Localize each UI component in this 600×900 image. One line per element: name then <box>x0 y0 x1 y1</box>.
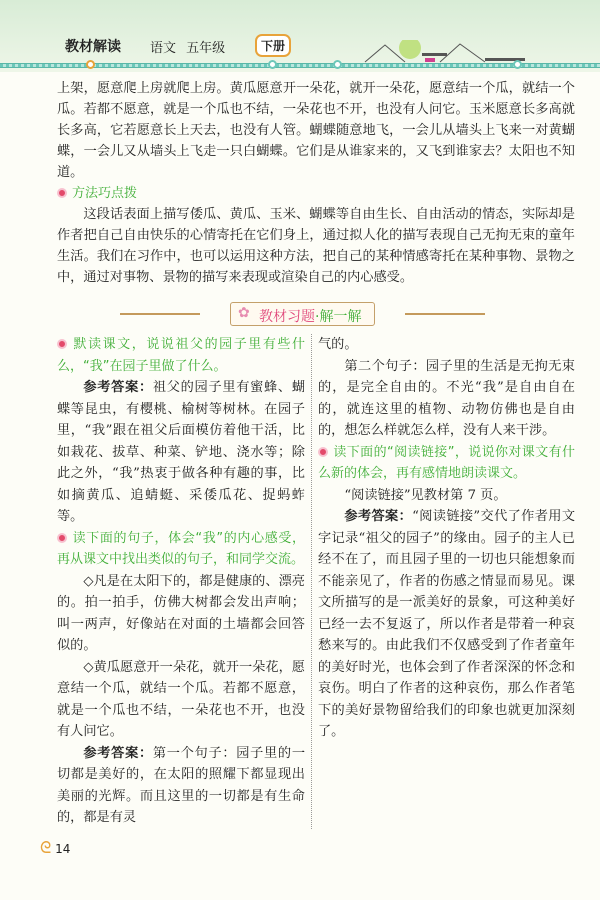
sentence-2: ◇黄瓜愿意开一朵花，就开一朵花，愿意结一个瓜，就结一个瓜。若都不愿意，就是一个瓜也不结，一朵花也不开，也没有人问它。 <box>57 659 305 739</box>
header-dot <box>268 60 277 69</box>
flower-bullet-icon <box>57 533 67 543</box>
banner-sep: · <box>315 309 320 325</box>
header-dot <box>513 60 522 69</box>
answer-label: 参考答案： <box>344 509 413 524</box>
header-dot <box>333 60 342 69</box>
method-text: 这段话表面上描写倭瓜、黄瓜、玉米、蝴蝶等自由生长、自由活动的情态，实际却是作者把自己自由快乐的心情寄托在它们身上，通过拟人化的描写表现自己无拘无束的童年生活。我们在习作中，也可以运用这种方法，把自己的某种情感寄托在某种事物、景物之中，通过对事物、景物的描写来表现或渲染自己的内心感受。 <box>57 207 575 285</box>
banner-part2: 解一解 <box>319 309 362 325</box>
banner-line <box>405 313 485 315</box>
answer-label: 参考答案： <box>83 380 153 395</box>
question-2 <box>57 528 305 571</box>
answer-1-text: 祖父的园子里有蜜蜂、蝴蝶等昆虫，有樱桃、榆树等树林。在园子里，“我”跟在祖父后面模仿着他干活，比如栽花、拔草、种菜、铲地、浇水等；除此之外，“我”热衷于做各种有趣的事，比如摘黄瓜、追蜻蜓、采倭瓜花、捉蚂蚱等。 <box>57 380 306 524</box>
page-number <box>40 838 70 858</box>
answer-2-second: 第二个句子：园子里的生活是无拘无束的，是完全自由的。不光“我”是自由自在的，就连这里的植物、动物仿佛也是自由的，想怎么样就怎么样，没有人来干涉。 <box>318 358 575 438</box>
flower-bullet-icon <box>57 188 67 198</box>
answer-label: 参考答案： <box>83 745 153 761</box>
volume-badge: 下册 <box>255 34 291 57</box>
answer-columns <box>57 334 575 829</box>
banner-line <box>120 313 200 315</box>
flower-bullet-icon <box>57 339 67 349</box>
subject-grade: 语文 五年级 <box>150 41 226 56</box>
column-divider <box>311 334 312 829</box>
right-column <box>318 334 575 743</box>
answer-2 <box>57 743 305 829</box>
section-banner <box>120 302 480 326</box>
method-title: 方法巧点拨 <box>72 186 138 201</box>
banner-part1: 教材习题 <box>259 309 315 325</box>
passage-text: 上架，愿意爬上房就爬上房。黄瓜愿意开一朵花，就开一朵花，愿意结一个瓜，就结一个瓜。若都不愿意，就是一个瓜也不结，一朵花也不开，也没有人问它。玉米愿意长多高就长多高，它若愿意长上天去，也没有人管。蝴蝶随意地飞，一会儿从墙头上飞来一对黄蝴蝶，一会儿又从墙头上飞走一只白蝴蝶。它们是从谁家来的，又飞到谁家去？太阳也不知道。 <box>57 81 575 180</box>
question-3-text: 读下面的“阅读链接”，说说你对课文有什么新的体会，再有感情地朗读课文。 <box>318 444 575 481</box>
page-header <box>0 0 600 72</box>
reading-link-ref: “阅读链接”见教材第 7 页。 <box>344 487 507 503</box>
header-dot <box>86 60 95 69</box>
question-1-text: 默读课文，说说祖父的园子里有些什么，“我”在园子里做了什么。 <box>57 337 305 374</box>
house-illustration-icon <box>360 40 530 64</box>
method-heading <box>57 183 575 204</box>
left-column <box>57 334 305 829</box>
section-title: 教材解读 <box>65 39 121 55</box>
page-number-text: 14 <box>55 842 71 856</box>
flower-bullet-icon <box>318 447 328 457</box>
answer-3 <box>318 506 575 743</box>
question-2-text: 读下面的句子，体会“我”的内心感受，再从课文中找出类似的句子，和同学交流。 <box>57 530 305 567</box>
sentence-1: ◇凡是在太阳下的，都是健康的、漂亮的。拍一拍手，仿佛大树都会发出声响；叫一两声，好像站在对面的土墙都会回答似的。 <box>57 573 305 653</box>
question-1 <box>57 334 305 377</box>
swirl-ornament-icon: ᘓ <box>40 838 52 857</box>
answer-1 <box>57 377 305 528</box>
banner-box <box>230 302 375 326</box>
flower-icon: ✿ <box>238 305 250 321</box>
answer-2-continued: 气的。 <box>318 337 358 352</box>
page-content <box>0 72 600 829</box>
answer-3-text: “阅读链接”交代了作者用文字记录“祖父的园子”的缘由。园子的主人已经不在了，而且园子里的一切也只能想象而不能亲见了，作者的伤感之情显而易见。课文所描写的是一派美好的景象，可这种美好已经一去不复返了，所以作者是带着一种哀愁来写的。由此我们不仅感受到了作者童年的美好时光，也体会到了作者深深的怀念和哀伤。明白了作者的这种哀伤，那么作者笔下的美好景物留给我们的印象也就更加深刻了。 <box>318 509 576 739</box>
question-3 <box>318 442 575 485</box>
answer-2-text: 第一个句子：园子里的一切都是美好的，在太阳的照耀下都显现出美丽的光辉。而且这里的一切都是有生命的，都是有灵 <box>57 745 306 825</box>
